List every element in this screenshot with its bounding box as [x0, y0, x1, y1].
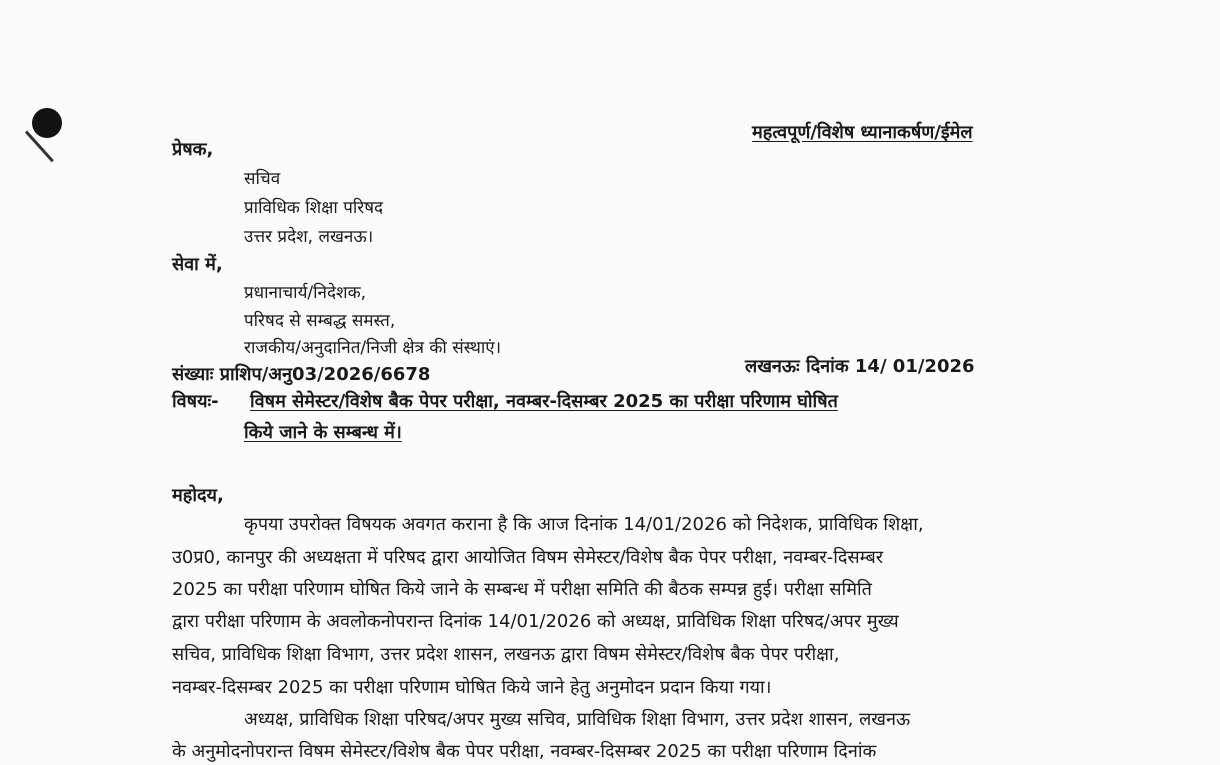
body-line: द्वारा परीक्षा परिणाम के अवलोकनोपरान्त दिनांक 14/01/2026 को अध्यक्ष, प्राविधिक शिक्षा परिषद/अपर मुख्य	[172, 611, 899, 632]
subject-label: विषयः-	[172, 391, 219, 412]
body-line: उ0प्र0, कानपुर की अध्यक्षता में परिषद द्वारा आयोजित विषम सेमेस्टर/विशेष बैक पेपर परीक्षा, नवम्बर-दिसम्बर	[172, 547, 884, 568]
body-line: अध्यक्ष, प्राविधिक शिक्षा परिषद/अपर मुख्य सचिव, प्राविधिक शिक्षा विभाग, उत्तर प्रदेश शासन, लखनऊ	[244, 709, 911, 730]
recipient-label: सेवा में,	[172, 254, 223, 275]
ink-blot-mark	[32, 108, 62, 138]
place-date: लखनऊः दिनांक 14/ 01/2026	[745, 356, 975, 377]
body-line: नवम्बर-दिसम्बर 2025 का परीक्षा परिणाम घोषित किये जाने हेतु अनुमोदन प्रदान किया गया।	[172, 677, 772, 698]
body-line: 2025 का परीक्षा परिणाम घोषित किये जाने के सम्बन्ध में परीक्षा समिति की बैठक सम्पन्न हुई। परीक्षा समिति	[172, 579, 872, 600]
sender-line: प्राविधिक शिक्षा परिषद	[244, 198, 384, 218]
subject-line: विषम सेमेस्टर/विशेष बैक पेपर परीक्षा, नवम्बर-दिसम्बर 2025 का परीक्षा परिणाम घोषित	[250, 391, 838, 412]
reference-number: संख्याः प्राशिप/अनु03/2026/6678	[172, 364, 431, 385]
recipient-line: प्रधानाचार्य/निदेशक,	[244, 283, 367, 303]
sender-label: प्रेषक,	[172, 139, 214, 160]
body-line: सचिव, प्राविधिक शिक्षा विभाग, उत्तर प्रदेश शासन, लखनऊ द्वारा विषम सेमेस्टर/विशेष बैक पेपर परीक्षा,	[172, 644, 840, 665]
recipient-line: परिषद से सम्बद्ध समस्त,	[244, 311, 396, 331]
important-label: महत्वपूर्ण/विशेष ध्यानाकर्षण/ईमेल	[752, 122, 973, 143]
sender-line: उत्तर प्रदेश, लखनऊ।	[244, 227, 374, 247]
salutation: महोदय,	[172, 485, 224, 506]
recipient-line: राजकीय/अनुदानित/निजी क्षेत्र की संस्थाएं।	[244, 338, 502, 358]
body-line: कृपया उपरोक्त विषयक अवगत कराना है कि आज दिनांक 14/01/2026 को निदेशक, प्राविधिक शिक्षा,	[244, 514, 924, 535]
body-line: के अनुमोदनोपरान्त विषम सेमेस्टर/विशेष बैक पेपर परीक्षा, नवम्बर-दिसम्बर 2025 का परीक्षा परिणाम दिनांक	[172, 741, 877, 762]
subject-line: किये जाने के सम्बन्ध में।	[244, 422, 402, 443]
sender-line: सचिव	[244, 169, 281, 189]
